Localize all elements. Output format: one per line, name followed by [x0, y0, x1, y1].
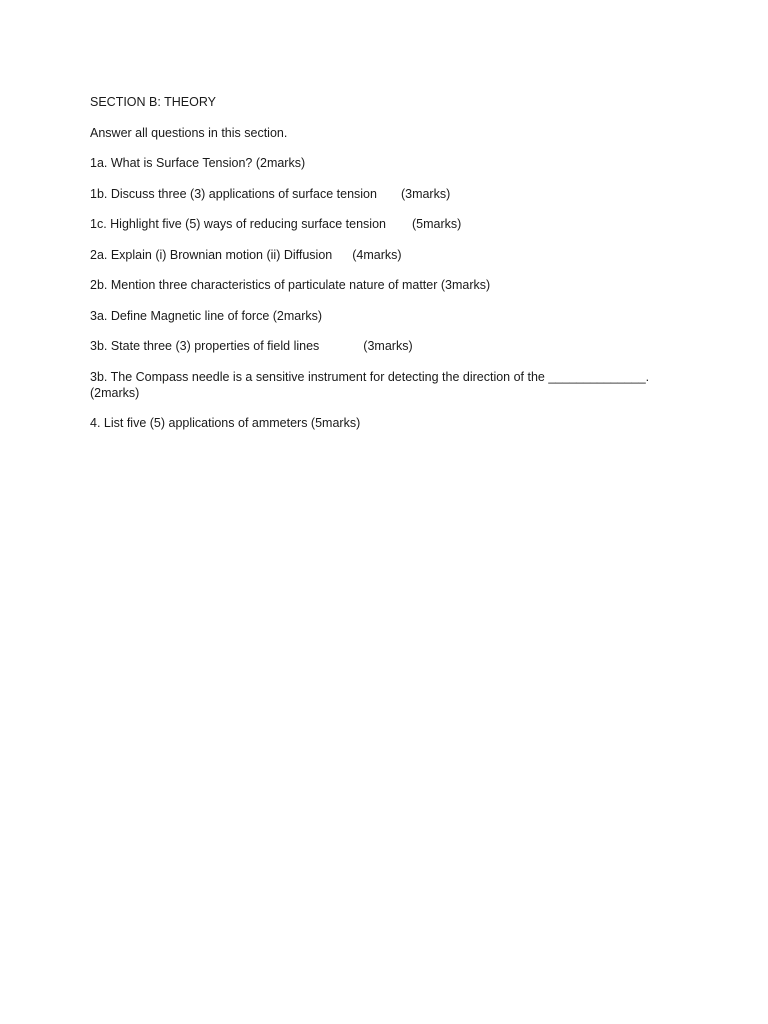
question-marks: (4marks) — [352, 247, 402, 262]
question-1a — [90, 155, 690, 171]
question-text: 2b. Mention three characteristics of particulate nature of matter (3marks) — [90, 278, 491, 292]
question-text: 4. List five (5) applications of ammeters (5marks) — [90, 416, 361, 430]
question-2a — [90, 247, 690, 263]
question-3a — [90, 308, 690, 324]
question-3b-properties — [90, 338, 690, 354]
instruction-text: Answer all questions in this section. — [90, 125, 288, 140]
question-1b — [90, 186, 690, 202]
question-marks: (3marks) — [400, 186, 451, 201]
question-3b-compass: 3b. The Compass needle is a sensitive instrument for detecting the direction of the ______________. (2marks) — [90, 369, 650, 400]
question-text: 2a. Explain (i) Brownian motion (ii) Diffusion — [90, 247, 333, 262]
question-1c — [90, 216, 690, 232]
question-text: 3a. Define Magnetic line of force (2marks) — [90, 308, 323, 323]
question-marks: (5marks) — [411, 217, 462, 231]
question-marks: (3marks) — [363, 339, 413, 353]
question-text: 1b. Discuss three (3) applications of surface tension — [90, 186, 377, 201]
document-body — [90, 94, 690, 446]
question-4 — [90, 415, 690, 431]
question-text: 1a. What is Surface Tension? (2marks) — [90, 156, 306, 170]
question-text: 1c. Highlight five (5) ways of reducing surface tension — [90, 217, 386, 231]
question-text: 3b. State three (3) properties of field lines — [90, 339, 320, 353]
question-2b — [90, 277, 690, 293]
section-title: SECTION B: THEORY — [90, 95, 216, 109]
